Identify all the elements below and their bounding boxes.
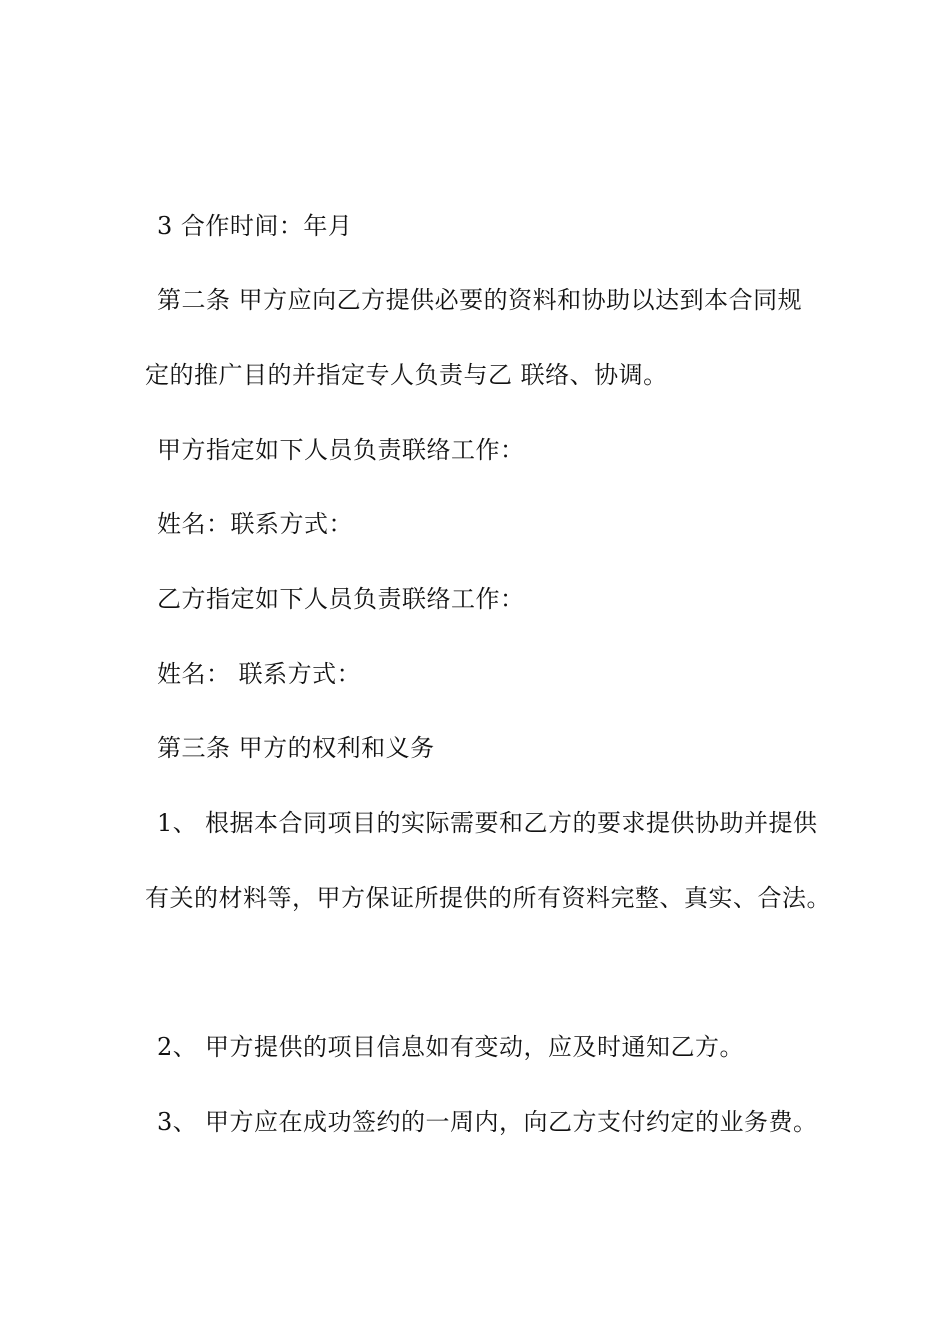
party-b-contact-heading: 乙方指定如下人员负责联络工作： [157,585,525,613]
item-number-1: 1、 [157,809,198,837]
item-text-2: 甲方提供的项目信息如有变动，应及时通知乙方。 [205,1033,744,1061]
item-number-3: 3、 [157,1108,198,1136]
party-b-contact-fields: 姓名： 联系方式： [157,660,362,688]
party-a-contact-fields: 姓名：联系方式： [157,510,353,538]
item-text-1: 根据本合同项目的实际需要和乙方的要求提供协助并提供 [205,809,818,837]
obligation-item-1-line-1 [157,807,818,839]
item-text-3: 甲方应在成功签约的一周内，向乙方支付约定的业务费。 [205,1108,818,1136]
article-two-line-1: 第二条 甲方应向乙方提供必要的资料和协助以达到本合同规 [157,286,803,314]
item-number-2: 2、 [157,1033,198,1061]
cooperation-time-line: 3 合作时间：年月 [157,212,353,240]
party-a-contact-heading: 甲方指定如下人员负责联络工作： [157,436,525,464]
article-three-heading: 第三条 甲方的权利和义务 [157,734,435,762]
obligation-item-3 [157,1106,818,1138]
obligation-item-2 [157,1031,744,1063]
obligation-item-1-line-2: 有关的材料等，甲方保证所提供的所有资料完整、真实、合法。 [145,884,831,912]
article-two-line-2: 定的推广目的并指定专人负责与乙 联络、协调。 [145,361,668,389]
